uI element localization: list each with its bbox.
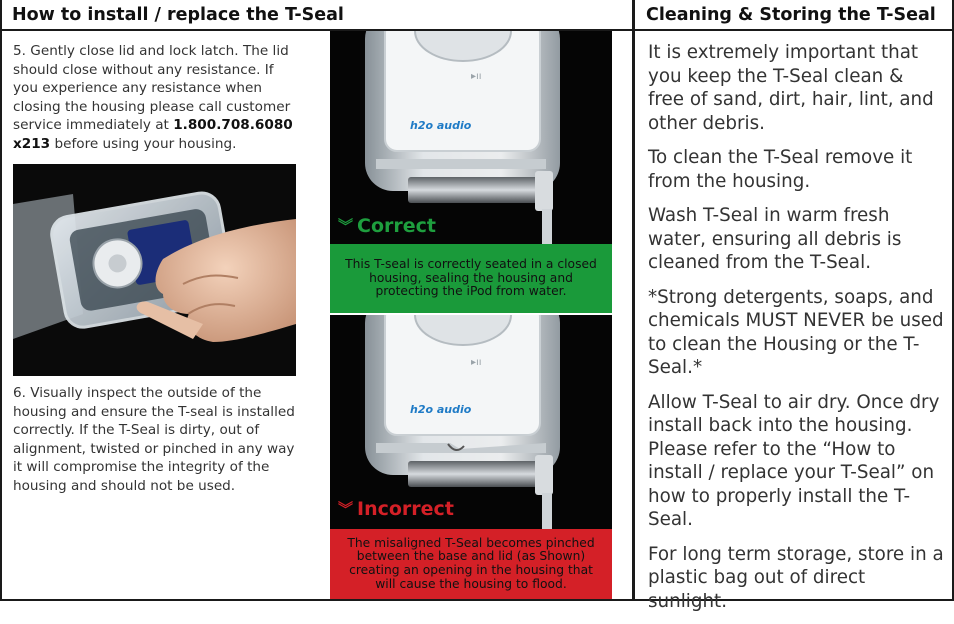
customer-service-phone: 1.800.708.6080 x213 <box>13 117 293 152</box>
double-chevron-down-icon: ︾ <box>338 216 352 235</box>
step-6-body: 6. Visually inspect the outside of the housing and ensure the T-seal is installed correctly. If the T-Seal is dirty, out of alignment, twisted or pinched in any way it will compromise the integrity of the housing and should not be used. <box>13 385 295 494</box>
step-5-text <box>13 42 297 154</box>
correct-seal-image <box>330 31 612 244</box>
double-chevron-down-icon: ︾ <box>338 499 352 518</box>
incorrect-housing-illustration <box>330 315 612 529</box>
incorrect-caption-text: The misaligned T-Seal becomes pinched between the base and lid (as Shown) creating an opening in the housing that will cause the housing to flood. <box>347 535 595 591</box>
warning-paragraph: *Strong detergents, soaps, and chemicals MUST NEVER be used to clean the Housing or the T-Seal.* <box>648 286 944 378</box>
hands-closing-housing-illustration <box>13 164 296 376</box>
correct-label <box>338 215 436 237</box>
cleaning-paragraph: Allow T-Seal to air dry. Once dry install back into the housing. Please refer to the “How to install / replace your T-Seal” on how to properly install the T-Seal. <box>648 391 940 530</box>
correct-label-text: Correct <box>357 215 436 237</box>
incorrect-caption <box>330 529 612 599</box>
svg-text:▸ıı: ▸ıı <box>471 357 482 368</box>
h2o-audio-logo: h2o audio <box>410 403 472 416</box>
correct-caption <box>330 244 612 313</box>
step-5-outro: before using your housing. <box>50 135 237 152</box>
cleaning-paragraph: To clean the T-Seal remove it from the housing. <box>648 147 913 192</box>
cleaning-title-text: Cleaning & Storing the T-Seal <box>646 5 936 25</box>
housing-closing-photo <box>13 164 296 376</box>
install-title-text: How to install / replace the T-Seal <box>12 5 344 25</box>
cleaning-paragraph: Wash T-Seal in warm fresh water, ensuring all debris is cleaned from the T-Seal. <box>648 205 902 273</box>
incorrect-seal-image <box>330 315 612 529</box>
h2o-audio-logo: h2o audio <box>410 119 472 132</box>
cleaning-section-title <box>635 0 952 31</box>
incorrect-label-text: Incorrect <box>357 498 454 520</box>
step-5-intro: 5. Gently close lid and lock latch. The lid should close without any resistance. If you experience any resistance when closing the housing please call customer service immediately at <box>13 43 291 134</box>
column-divider <box>632 0 635 601</box>
correct-caption-text: This T-seal is correctly seated in a closed housing, sealing the housing and protecting the iPod from water. <box>345 257 597 299</box>
step-6-text <box>13 384 297 496</box>
svg-text:▸ıı: ▸ıı <box>471 71 482 82</box>
cleaning-instructions <box>648 41 944 624</box>
install-section-title <box>2 0 632 31</box>
storage-paragraph: For long term storage, store in a plastic bag out of direct sunlight. <box>648 543 944 612</box>
cleaning-paragraph: It is extremely important that you keep the T-Seal clean & free of sand, dirt, hair, lint, and other debris. <box>648 42 934 134</box>
incorrect-label <box>338 498 454 520</box>
correct-housing-illustration <box>330 31 612 244</box>
